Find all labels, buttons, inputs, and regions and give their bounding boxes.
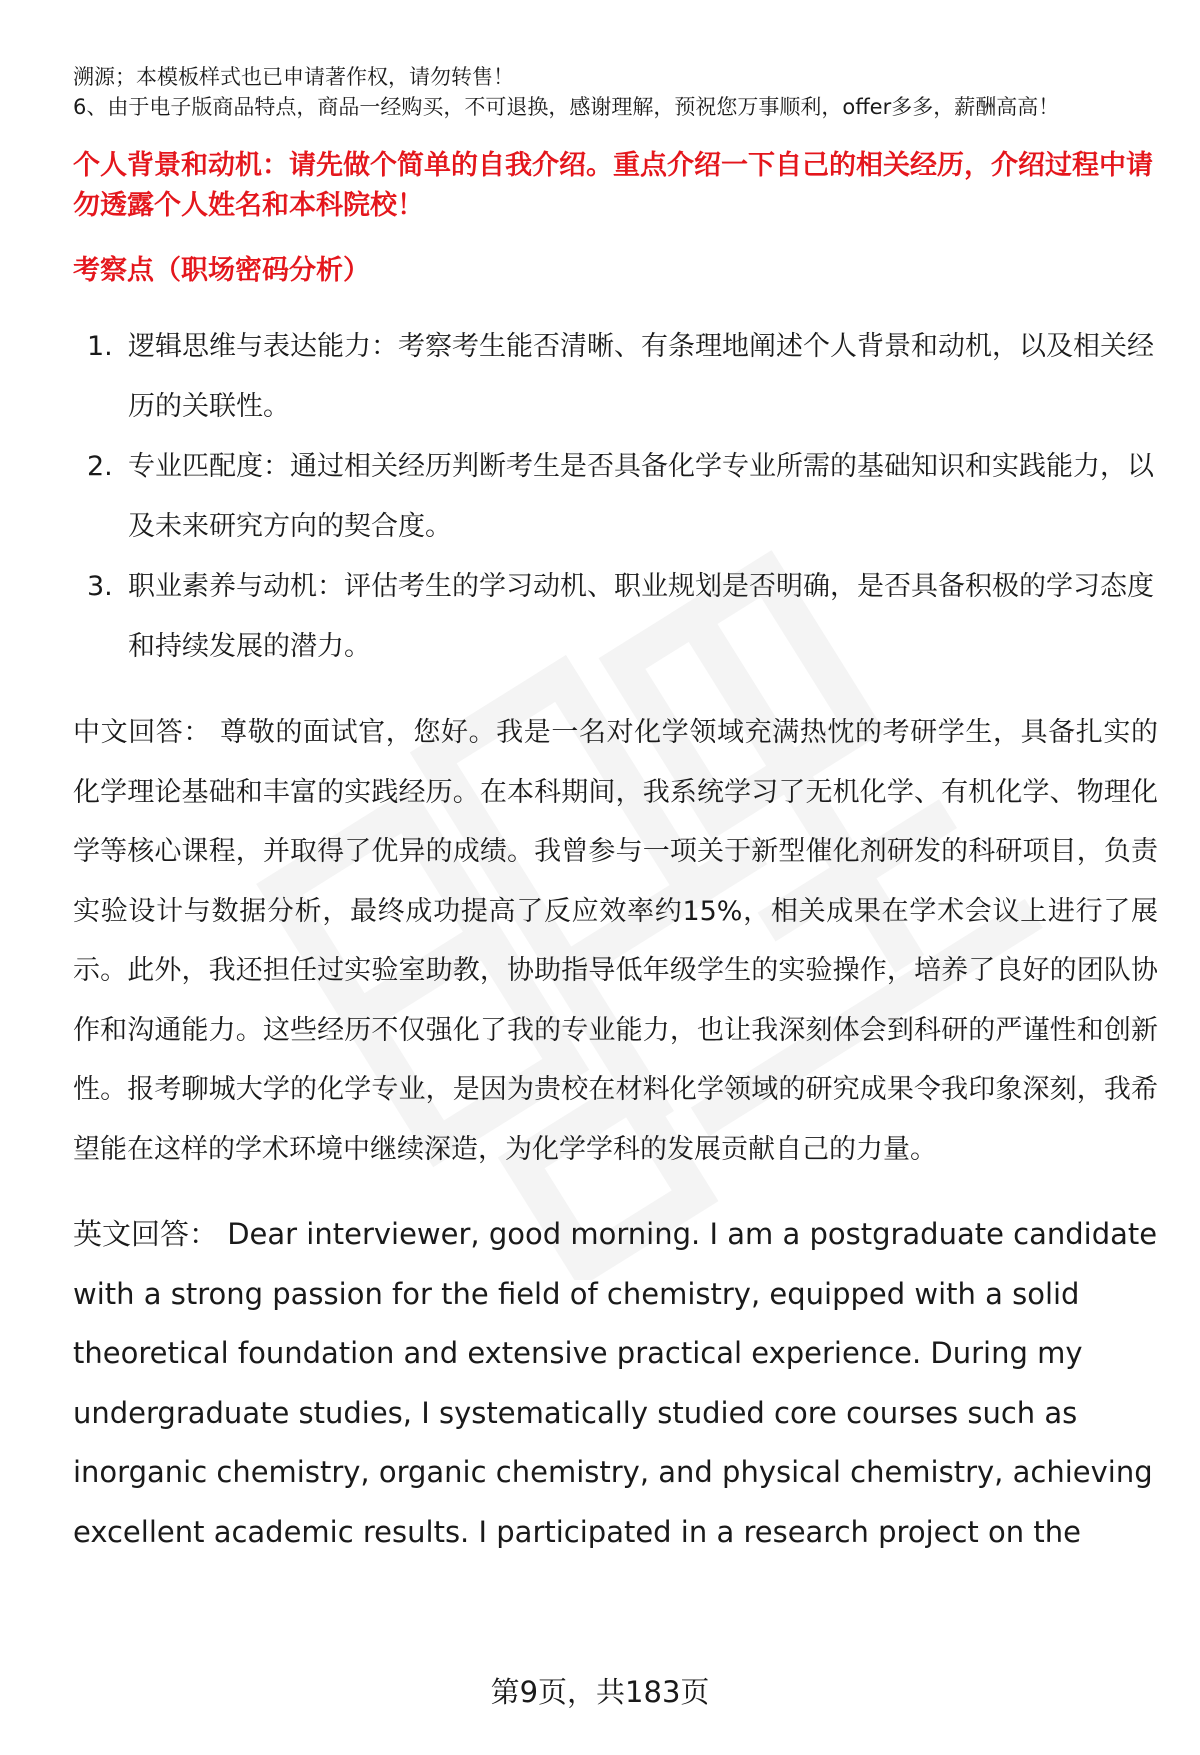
notice-block (73, 62, 1158, 122)
document-content (73, 62, 1158, 1562)
chinese-answer: 中文回答： 尊敬的面试官，您好。我是一名对化学领域充满热忱的考研学生，具备扎实的化学理论基础和丰富的实践经历。在本科期间，我系统学习了无机化学、有机化学、物理化学等核心课程，并取得了优异的成绩。我曾参与一项关于新型催化剂研发的科研项目，负责实验设计与数据分析，最终成功提高了反应效率约15%，相关成果在学术会议上进行了展示。此外，我还担任过实验室助教，协助指导低年级学生的实验操作，培养了良好的团队协作和沟通能力。这些经历不仅强化了我的专业能力，也让我深刻体会到科研的严谨性和创新性。报考聊城大学的化学专业，是因为贵校在材料化学领域的研究成果令我印象深刻，我希望能在这样的学术环境中继续深造，为化学学科的发展贡献自己的力量。 (73, 717, 1158, 1165)
notice-line-2: 6、由于电子版商品特点，商品一经购买，不可退换，感谢理解，预祝您万事顺利，offer多多，薪酬高高！ (73, 95, 1060, 119)
notice-line-1: 溯源；本模板样式也已申请著作权，请勿转售！ (73, 65, 514, 89)
point-text: 专业匹配度：通过相关经历判断考生是否具备化学专业所需的基础知识和实践能力，以及未来研究方向的契合度。 (128, 451, 1154, 542)
point-text: 逻辑思维与表达能力：考察考生能否清晰、有条理地阐述个人背景和动机，以及相关经历的关联性。 (128, 331, 1154, 422)
point-number: 3. (87, 571, 113, 602)
assessment-point (73, 317, 1158, 437)
assessment-points (73, 317, 1158, 677)
point-number: 1. (87, 331, 113, 362)
point-number: 2. (87, 451, 113, 482)
assessment-point (73, 557, 1158, 677)
question-title: 个人背景和动机：请先做个简单的自我介绍。重点介绍一下自己的相关经历，介绍过程中请勿透露个人姓名和本科院校！ (73, 150, 1153, 221)
point-text: 职业素养与动机：评估考生的学习动机、职业规划是否明确，是否具备积极的学习态度和持续发展的潜力。 (128, 571, 1154, 662)
assessment-point (73, 437, 1158, 557)
assessment-heading: 考察点（职场密码分析） (73, 255, 370, 286)
english-answer: 英文回答： Dear interviewer, good morning. I am a postgraduate candidate with a strong passion for the field of chemistry, equipped with a solid theoretical foundation and extensive practical experience. During my undergraduate studies, I systematically studied core courses such as inorganic chemistry, organic chemistry, and physical chemistry, achieving excellent academic results. I participated in a research project on the (73, 1217, 1158, 1549)
page-number: 第9页，共183页 (490, 1675, 710, 1709)
